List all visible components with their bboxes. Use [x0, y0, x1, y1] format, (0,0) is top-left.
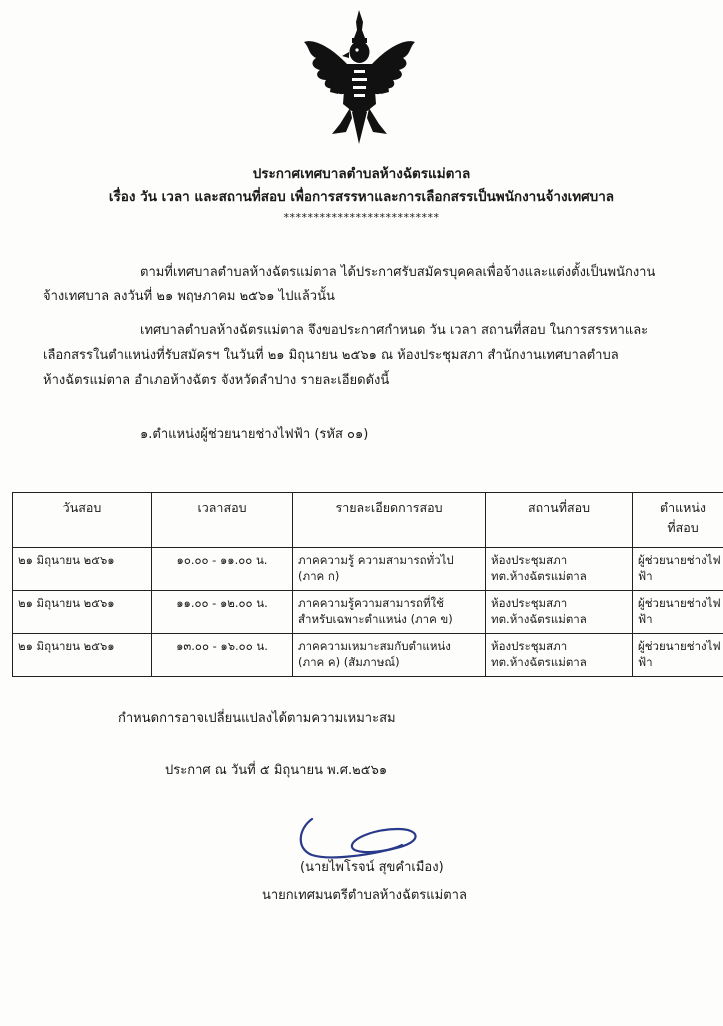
signer-title: นายกเทศมนตรีตำบลห้างฉัตรแม่ตาล [262, 888, 467, 903]
paragraph-2-line-3: ห้างฉัตรแม่ตาล อำเภอห้างฉัตร จังหวัดลำปาง รายละเอียดดังนี้ [43, 373, 390, 388]
cell-detail [293, 548, 486, 591]
announcement-date: ประกาศ ณ วันที่ ๕ มิถุนายน พ.ศ.๒๕๖๑ [165, 763, 388, 778]
table-row [13, 634, 723, 677]
cell-place-line-2: ทต.ห้างฉัตรแม่ตาล [491, 612, 587, 626]
cell-place-line-1: ห้องประชุมสภา [491, 639, 568, 653]
cell-detail-line-1: ภาคความรู้ความสามารถที่ใช้ [298, 596, 444, 610]
table-header-row [13, 493, 723, 548]
cell-place-line-2: ทต.ห้างฉัตรแม่ตาล [491, 655, 587, 669]
header-position [633, 493, 723, 548]
schedule-change-note: กำหนดการอาจเปลี่ยนแปลงได้ตามความเหมาะสม [118, 711, 396, 726]
position-heading: ๑.ตำแหน่งผู้ช่วยนายช่างไฟฟ้า (รหัส ๐๑) [140, 427, 369, 442]
paragraph-1-line-1: ตามที่เทศบาลตำบลห้างฉัตรแม่ตาล ได้ประกาศรับสมัครบุคคลเพื่อจ้างและแต่งตั้งเป็นพนักงาน [140, 265, 656, 280]
cell-place [486, 634, 633, 677]
cell-position: ผู้ช่วยนายช่างไฟฟ้า [633, 548, 723, 591]
cell-detail-line-1: ภาคความรู้ ความสามารถทั่วไป [298, 553, 454, 567]
cell-date: ๒๑ มิถุนายน ๒๕๖๑ [13, 634, 152, 677]
cell-detail-line-2: (ภาค ค) (สัมภาษณ์) [298, 655, 400, 669]
cell-place-line-1: ห้องประชุมสภา [491, 596, 568, 610]
cell-detail-line-2: สำหรับเฉพาะตำแหน่ง (ภาค ข) [298, 612, 453, 626]
cell-detail [293, 591, 486, 634]
paragraph-2-line-2: เลือกสรรในตำแหน่งที่รับสมัครฯ ในวันที่ ๒๑ มิถุนายน ๒๕๖๑ ณ ห้องประชุมสภา สำนักงานเทศบาลตำบล [43, 348, 619, 363]
exam-schedule-table [12, 492, 723, 677]
announcement-title: ประกาศเทศบาลตำบลห้างฉัตรแม่ตาล [252, 166, 471, 182]
cell-place-line-2: ทต.ห้างฉัตรแม่ตาล [491, 569, 587, 583]
header-position-line-1: ตำแหน่ง [659, 500, 707, 515]
signer-name: (นายไพโรจน์ สุขคำเมือง) [300, 860, 444, 875]
cell-place-line-1: ห้องประชุมสภา [491, 553, 568, 567]
paragraph-1-line-2: จ้างเทศบาล ลงวันที่ ๒๑ พฤษภาคม ๒๕๖๑ ไปแล้วนั้น [43, 289, 335, 304]
header-exam-detail: รายละเอียดการสอบ [293, 493, 486, 548]
cell-time: ๑๑.๐๐ - ๑๒.๐๐ น. [152, 591, 293, 634]
header-exam-place: สถานที่สอบ [486, 493, 633, 548]
cell-position: ผู้ช่วยนายช่างไฟฟ้า [633, 591, 723, 634]
table-row [13, 548, 723, 591]
decorative-divider: ************************** [283, 211, 440, 224]
handwritten-signature [290, 815, 430, 865]
cell-detail-line-1: ภาคความเหมาะสมกับตำแหน่ง [298, 639, 451, 653]
cell-place [486, 548, 633, 591]
garuda-emblem-icon [302, 8, 417, 146]
cell-time: ๑๓.๐๐ - ๑๖.๐๐ น. [152, 634, 293, 677]
announcement-subject: เรื่อง วัน เวลา และสถานที่สอบ เพื่อการสรรหาและการเลือกสรรเป็นพนักงานจ้างเทศบาล [108, 189, 615, 205]
cell-time: ๑๐.๐๐ - ๑๑.๐๐ น. [152, 548, 293, 591]
header-exam-date: วันสอบ [13, 493, 152, 548]
header-position-line-2: ที่สอบ [667, 520, 699, 535]
table-row [13, 591, 723, 634]
cell-detail-line-2: (ภาค ก) [298, 569, 340, 583]
paragraph-2-line-1: เทศบาลตำบลห้างฉัตรแม่ตาล จึงขอประกาศกำหนด วัน เวลา สถานที่สอบ ในการสรรหาและ [140, 323, 649, 338]
cell-detail [293, 634, 486, 677]
cell-date: ๒๑ มิถุนายน ๒๕๖๑ [13, 591, 152, 634]
cell-place [486, 591, 633, 634]
header-exam-time: เวลาสอบ [152, 493, 293, 548]
cell-position: ผู้ช่วยนายช่างไฟฟ้า [633, 634, 723, 677]
cell-date: ๒๑ มิถุนายน ๒๕๖๑ [13, 548, 152, 591]
